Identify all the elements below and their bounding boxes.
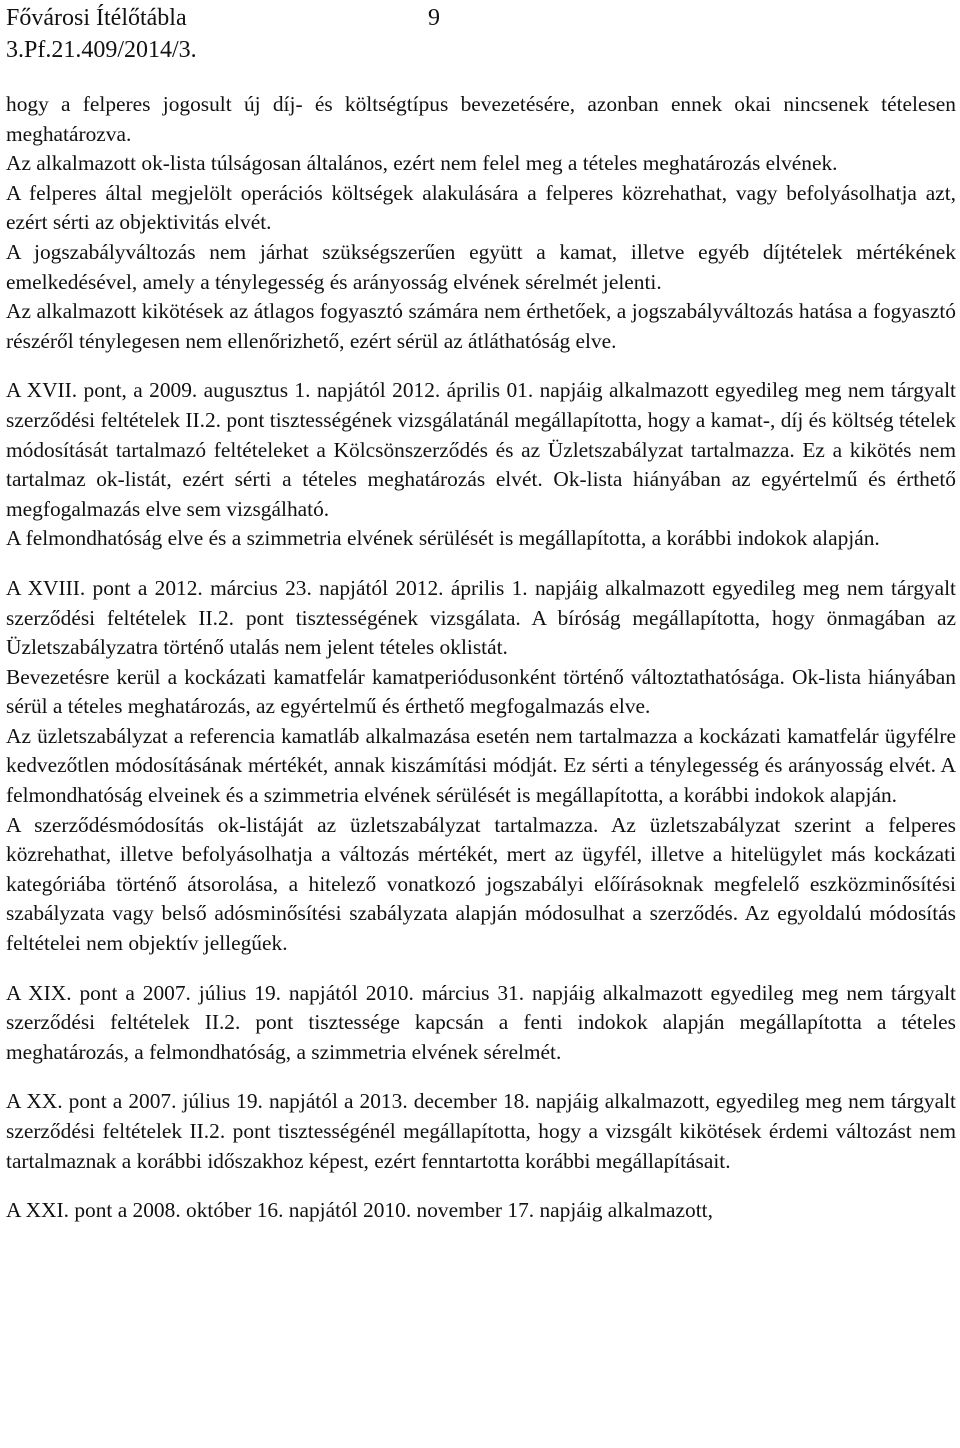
page-number: 9 [428,5,440,31]
case-number: 3.Pf.21.409/2014/3. [6,37,197,63]
paragraph-section-xvii: A XVII. pont, a 2009. augusztus 1. napjától 2012. április 01. napjáig alkalmazott egyedileg meg nem tárgyalt szerződési feltételek II.2. pont tisztességének vizsgálatánál megállapította, hogy a kamat-, díj és költség tételek módosítását tartalmazó feltételeket a Kölcsönszerződés és az Üzletszabályzat tartalmazza. Ez a kikötés nem tartalmaz ok-listát, ezért sérti a tételes meghatározás elvét. Ok-lista hiányában az egyértelmű és érthető megfogalmazás elve sem vizsgálható. [6,378,956,521]
paragraph: A felmondhatóság elve és a szimmetria elvének sérülését is megállapította, a korábbi indokok alapján. [6,526,880,551]
paragraph: A jogszabályváltozás nem járhat szükségszerűen együtt a kamat, illetve egyéb díjtételek mértékének emelkedésével, amely a ténylegesség és arányosság elvének sérelmét jelenti. [6,239,956,294]
paragraph: Az alkalmazott ok-lista túlságosan általános, ezért nem felel meg a tételes meghatározás elvének. [6,151,838,176]
paragraph: Az üzletszabályzat a referencia kamatláb alkalmazása esetén nem tartalmazza a kockázati kamatfelár ügyfélre kedvezőtlen módosításának mértékét, annak kiszámítási módját. Ez sérti a ténylegesség és arányosság elvét. A felmondhatóság elveinek és a szimmetria elvének sérülését is megállapította, a korábbi indokok alapján. [6,723,956,808]
document-body [6,90,956,1226]
paragraph-section-xxi: A XXI. pont a 2008. október 16. napjától 2010. november 17. napjáig alkalmazott, [6,1198,713,1223]
paragraph-section-xix: A XIX. pont a 2007. július 19. napjától 2010. március 31. napjáig alkalmazott egyedileg meg nem tárgyalt szerződési feltételek II.2. pont tisztessége kapcsán a fenti indokok alapján megállapította a tételes meghatározás, a felmondhatóság, a szimmetria elvének sérelmét. [6,980,956,1064]
paragraph: A szerződésmódosítás ok-listáját az üzletszabályzat tartalmazza. Az üzletszabályzat szerint a felperes közrehathat, illetve befolyásolhatja a változás mértékét, mert az ügyfél, illetve a hitelügylet más kockázati kategóriába történő átsorolása, a hitelező vonatkozó jogszabályi előírásoknak megfelelő eszközminősítési szabályzata vagy belső adósminősítési szabályzata alapján módosulhat a szerződés. Az egyoldalú módosítás feltételei nem objektív jellegűek. [6,812,956,956]
court-name: Fővárosi Ítélőtábla [6,5,187,31]
paragraph: hogy a felperes jogosult új díj- és költségtípus bevezetésére, azonban ennek okai nincsenek tételesen meghatározva. [6,92,956,146]
page-header [6,4,956,64]
paragraph: A felperes által megjelölt operációs költségek alakulására a felperes közrehathat, vagy befolyásolhatja azt, ezért sérti az objektivitás elvét. [6,180,956,235]
paragraph-section-xx: A XX. pont a 2007. július 19. napjától a 2013. december 18. napjáig alkalmazott, egyedileg meg nem tárgyalt szerződési feltételek II.2. pont tisztességénél megállapította, hogy a vizsgált kikötések érdemi változást nem tartalmaznak a korábbi időszakhoz képest, ezért fenntartotta korábbi megállapításait. [6,1089,956,1173]
paragraph: Bevezetésre kerül a kockázati kamatfelár kamatperiódusonként történő változtathatósága. Ok-lista hiányában sérül a tételes meghatározás, az egyértelmű és érthető megfogalmazás elve. [6,664,956,719]
paragraph-section-xviii: A XVIII. pont a 2012. március 23. napjától 2012. április 1. napjáig alkalmazott egyedileg meg nem tárgyalt szerződési feltételek II.2. pont tisztességének vizsgálata. A bíróság megállapította, hogy önmagában az Üzletszabályzatra történő utalás nem jelent tételes oklistát. [6,575,956,660]
paragraph: Az alkalmazott kikötések az átlagos fogyasztó számára nem érthetőek, a jogszabályváltozás hatása a fogyasztó részéről ténylegesen nem ellenőrizhető, ezért sérül az átláthatóság elve. [6,299,956,353]
